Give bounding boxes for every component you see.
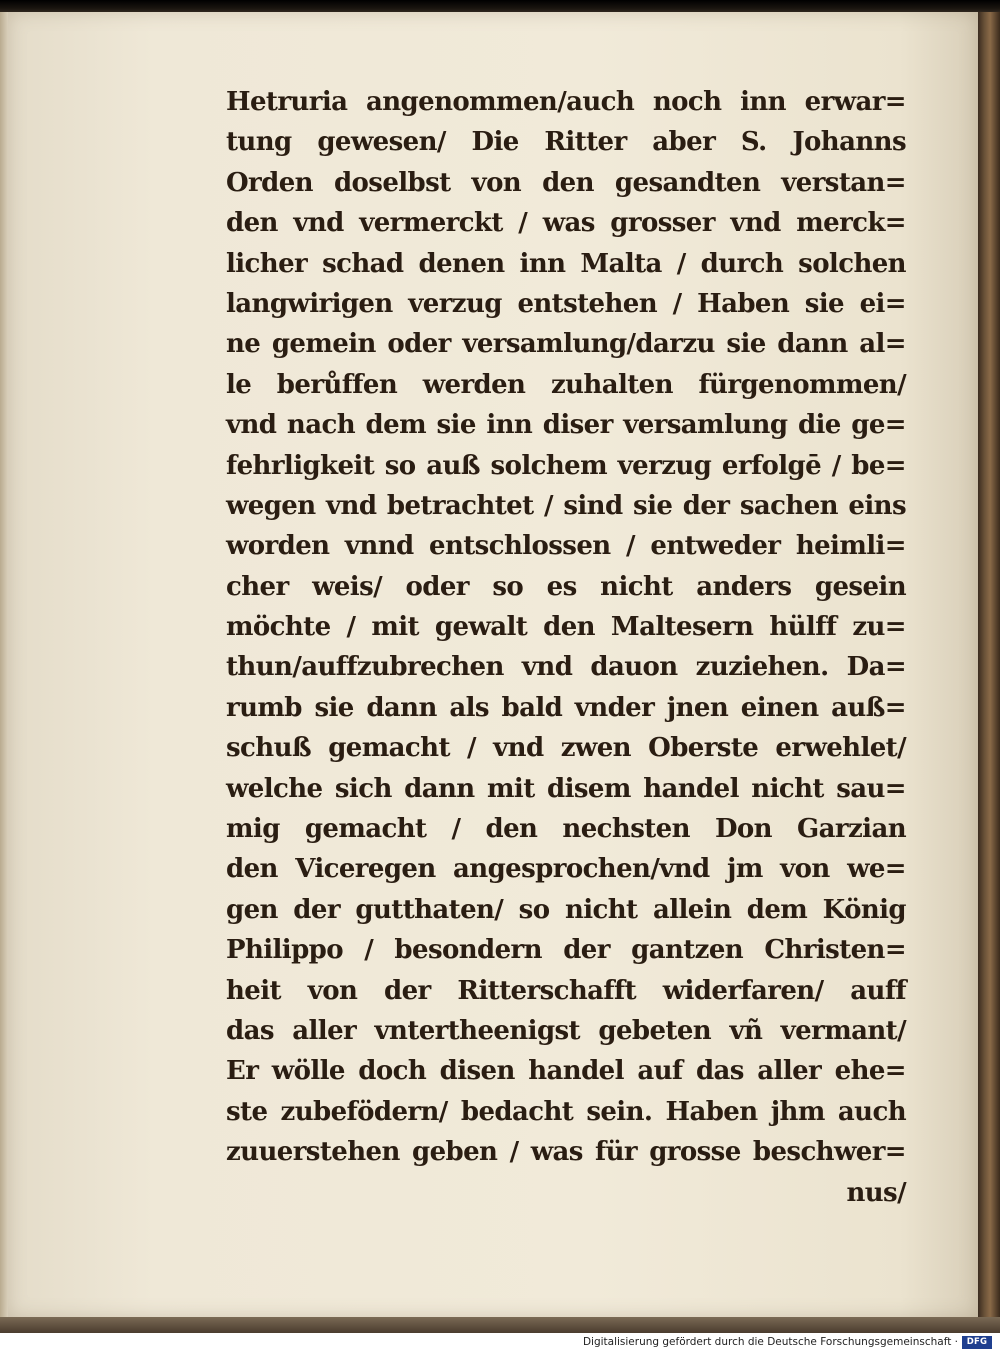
page-left-edge bbox=[0, 12, 8, 1317]
dfg-logo-icon: DFG bbox=[962, 1336, 992, 1349]
text-block bbox=[226, 82, 906, 1213]
text-line: vnd nach dem sie inn diser versamlung die ge= bbox=[226, 410, 906, 441]
text-line: le berůffen werden zuhalten fürgenommen/ bbox=[226, 369, 906, 400]
text-line: den vnd vermerckt / was grosser vnd merck= bbox=[226, 208, 906, 239]
book-fore-edge bbox=[978, 12, 1000, 1333]
text-line: licher schad denen inn Malta / durch solchen bbox=[226, 248, 906, 279]
text-line: ne gemein oder versamlung/darzu sie dann al= bbox=[226, 329, 906, 360]
footer-bar bbox=[0, 1333, 1000, 1351]
text-line: Hetruria angenommen/auch noch inn erwar= bbox=[226, 87, 906, 117]
text-line: zuuerstehen geben / was für grosse beschwer= bbox=[226, 1137, 906, 1168]
text-line: fehrligkeit so auß solchem verzug erfolgē / be= bbox=[226, 450, 906, 481]
text-line: welche sich dann mit disem handel nicht sau= bbox=[226, 773, 906, 804]
text-line: tung gewesen/ Die Ritter aber S. Johanns bbox=[226, 127, 906, 158]
text-line: gen der gutthaten/ so nicht allein dem König bbox=[226, 894, 906, 925]
text-line: Orden doselbst von den gesandten verstan= bbox=[226, 167, 906, 198]
text-line: ste zubefödern/ bedacht sein. Haben jhm auch bbox=[226, 1096, 906, 1127]
book-bottom-edge bbox=[0, 1317, 1000, 1333]
text-line: den Viceregen angesprochen/vnd jm von we= bbox=[226, 854, 906, 885]
text-line: Er wölle doch disen handel auf das aller ehe= bbox=[226, 1056, 906, 1087]
text-line: langwirigen verzug entstehen / Haben sie ei= bbox=[226, 288, 906, 319]
funding-notice: Digitalisierung gefördert durch die Deutsche Forschungsgemeinschaft · bbox=[582, 1336, 958, 1348]
text-line: schuß gemacht / vnd zwen Oberste erwehlet/ bbox=[226, 733, 906, 764]
text-line: möchte / mit gewalt den Maltesern hülff zu= bbox=[226, 612, 906, 643]
text-line: thun/auffzubrechen vnd dauon zuziehen. Da= bbox=[226, 652, 906, 683]
text-line: heit von der Ritterschafft widerfaren/ auff bbox=[226, 975, 906, 1006]
text-line: wegen vnd betrachtet / sind sie der sachen eins bbox=[226, 490, 906, 521]
text-line: worden vnnd entschlossen / entweder heimli= bbox=[226, 531, 906, 562]
text-line: Philippo / besondern der gantzen Christen= bbox=[226, 935, 906, 966]
text-line: mig gemacht / den nechsten Don Garzian bbox=[226, 814, 906, 845]
catchword: nus/ bbox=[846, 1177, 906, 1208]
text-line: cher weis/ oder so es nicht anders gesein bbox=[226, 571, 906, 602]
text-line: rumb sie dann als bald vnder jnen einen auß= bbox=[226, 692, 906, 723]
text-line: das aller vntertheenigst gebeten vñ vermant/ bbox=[226, 1015, 906, 1046]
